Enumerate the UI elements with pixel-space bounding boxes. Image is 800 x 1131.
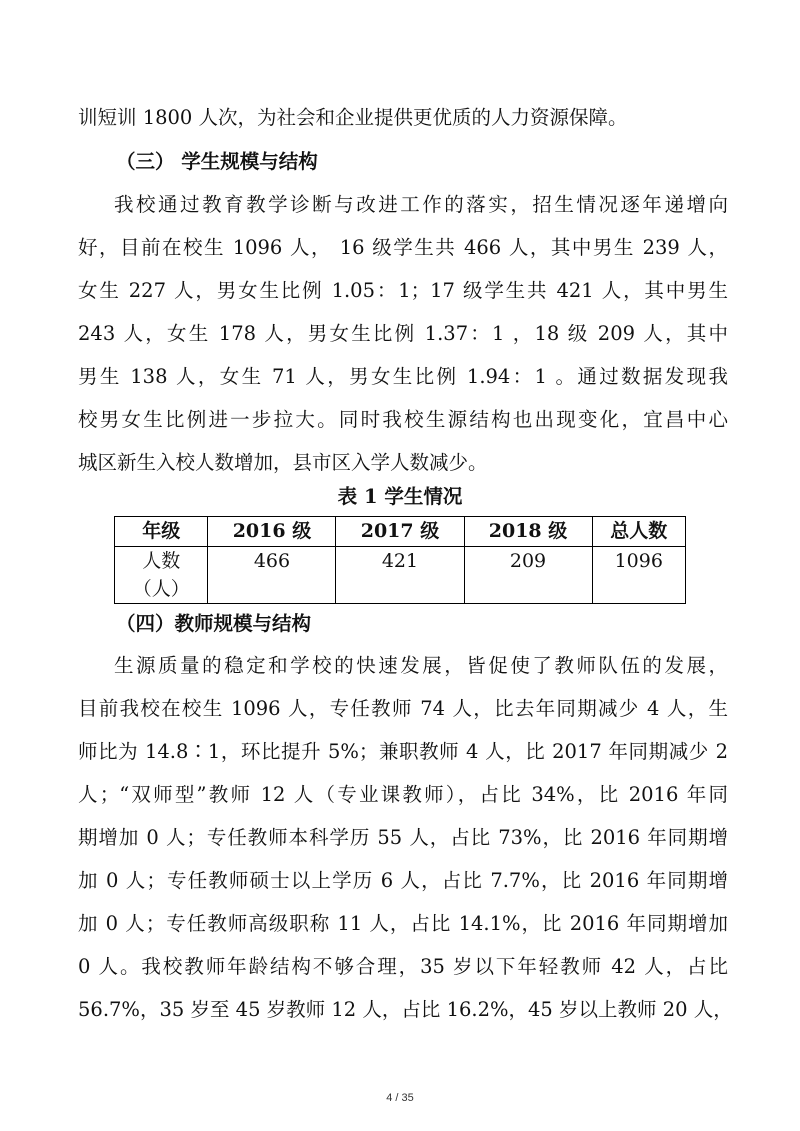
table-header-cell: 2017 级	[336, 517, 464, 547]
intro-line: 训短训 1800 人次，为社会和企业提供更优质的人力资源保障。	[78, 106, 628, 129]
paragraph-line: 我校通过教育教学诊断与改进工作的落实，招生情况逐年递增向	[114, 193, 728, 216]
paragraph-line: 加 0 人；专任教师硕士以上学历 6 人，占比 7.7%，比 2016 年同期增	[78, 869, 728, 892]
paragraph-line: 生源质量的稳定和学校的快速发展，皆促使了教师队伍的发展，	[114, 654, 728, 677]
row-label-unit: （人）	[132, 578, 190, 600]
paragraph-line: 校男女生比例进一步拉大。同时我校生源结构也出现变化，宜昌中心	[78, 408, 728, 431]
paragraph-line: 加 0 人；专任教师高级职称 11 人，占比 14.1%，比 2016 年同期增加	[78, 912, 728, 935]
table-header-row	[115, 517, 686, 547]
page-number: 4 / 35	[386, 1092, 414, 1104]
table-cell: 421	[336, 547, 464, 604]
table-cell: 466	[208, 547, 336, 604]
table-header-cell: 总人数	[592, 517, 685, 547]
table-caption: 表 1 学生情况	[337, 485, 463, 508]
paragraph-line: 期增加 0 人；专任教师本科学历 55 人，占比 73%，比 2016 年同期增	[78, 826, 728, 849]
table-header-cell: 2016 级	[208, 517, 336, 547]
paragraph-line: 0 人。我校教师年龄结构不够合理，35 岁以下年轻教师 42 人，占比	[78, 955, 728, 978]
paragraph-line: 目前我校在校生 1096 人，专任教师 74 人，比去年同期减少 4 人，生	[78, 697, 728, 720]
row-label-line: 人数	[142, 550, 181, 572]
paragraph-line: 56.7%，35 岁至 45 岁教师 12 人，占比 16.2%，45 岁以上教师 20 人，	[78, 998, 733, 1021]
table-cell: 209	[464, 547, 592, 604]
table-header-cell: 2018 级	[464, 517, 592, 547]
section-heading-student: （三） 学生规模与结构	[116, 150, 318, 173]
table-cell: 1096	[592, 547, 685, 604]
student-table	[114, 516, 686, 604]
paragraph-line: 人；“双师型”教师 12 人（专业课教师），占比 34%，比 2016 年同	[78, 783, 728, 806]
table-row	[115, 547, 686, 604]
section-heading-teacher: （四）教师规模与结构	[116, 612, 312, 635]
paragraph-line: 男生 138 人，女生 71 人，男女生比例 1.94：1 。通过数据发现我	[78, 365, 728, 388]
paragraph-line: 城区新生入校人数增加，县市区入学人数减少。	[78, 451, 488, 474]
table-row-label	[115, 547, 208, 604]
paragraph-line: 好，目前在校生 1096 人， 16 级学生共 466 人，其中男生 239 人，	[78, 236, 728, 259]
paragraph-line: 243 人，女生 178 人，男女生比例 1.37：1 ，18 级 209 人，其中	[78, 322, 728, 345]
paragraph-line: 师比为 14.8∶1，环比提升 5%；兼职教师 4 人，比 2017 年同期减少 2	[78, 740, 728, 763]
table-header-cell: 年级	[115, 517, 208, 547]
paragraph-line: 女生 227 人，男女生比例 1.05：1；17 级学生共 421 人，其中男生	[78, 279, 728, 302]
